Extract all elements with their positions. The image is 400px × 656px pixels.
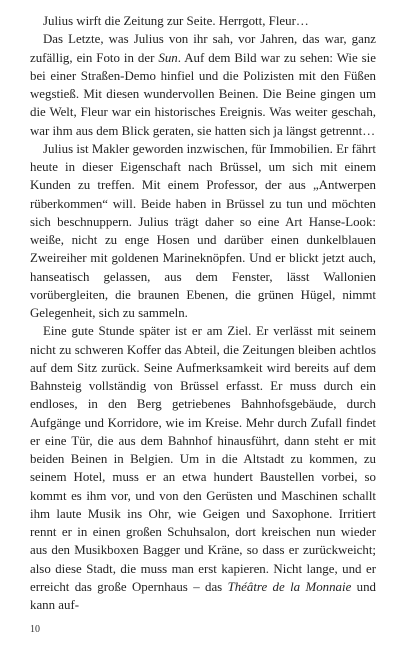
book-page	[30, 12, 376, 614]
text-run: und kann auf-	[30, 579, 376, 612]
page-number: 10	[30, 624, 40, 635]
paragraph	[30, 30, 376, 140]
text-run: Julius ist Makler geworden inzwischen, für Immobilien. Er fährt heute in dieser Eigenschaft nach Brüssel, um sich mit einem Kunden zu treffen. Mit einem Professor, der aus „Antwerpen rüberkommen“ will. Beide haben in Brüssel zu tun und möchten sich beschnuppern. Julius trägt daher so eine Art Hanse-Look: weiße, nicht zu enge Hosen und darüber einen dunkelblauen Zweireiher mit goldenen Marineknöpfen. Und er blickt jetzt auch, hanseatisch gelassen, aus dem Fenster, lässt Wallonien vorübergleiten, die braunen Ebenen, die grünen Hügel, nimmt Gelegenheit, sich zu sammeln.	[30, 141, 376, 320]
paragraph	[30, 322, 376, 614]
body-text	[30, 12, 376, 614]
text-run: Julius wirft die Zeitung zur Seite. Herrgott, Fleur…	[43, 14, 309, 28]
text-run: . Auf dem Bild war zu sehen: Wie sie bei einer Straßen-Demo hinfiel und die Polizisten mit den Füßen wegstieß. Mit diesen wundervollen Beinen. Die Beine gingen um die Welt, Fleur war ein historisches Ereignis. Was weiter geschah, war ihm aus dem Blick geraten, sie hatten sich ja längst getrennt…	[30, 50, 376, 138]
paragraph	[30, 12, 376, 30]
text-run: Eine gute Stunde später ist er am Ziel. Er verlässt mit seinem nicht zu schweren Koffer das Abteil, die Zeitungen bleiben achtlos auf dem Sitz zurück. Seine Aufmerksamkeit wird bereits auf dem Bahnsteig vollständig von Brüssel erfasst. Er muss durch ein endloses, in den Berg getriebenes Bahnhofsgebäude, durch Aufgänge und Korridore, wie im Kreise. Mehr durch Zufall findet er eine Tür, die aus dem Bahnhof hinausführt, dann steht er mit beiden Beinen in Belgien. Um in die Altstadt zu kommen, zu seinem Hotel, muss er an etwa hundert Baustellen vorbei, so kommt es ihm vor, und von den Gerüsten und Maschinen schallt ihm laute Musik ins Ohr, wie Geigen und Saxophone. Irritiert rennt er in einen großen Schuhsalon, dort kreischen nun wieder aus den Musikboxen Bagger und Kräne, so dass er zurückweicht; also diese Stadt, die muss man erst kapieren. Nicht lange, und er erreicht das große Opernhaus – das	[30, 324, 376, 594]
italic-text: Théâtre de la Monnaie	[227, 579, 352, 594]
paragraph	[30, 140, 376, 323]
text-run: Das Letzte, was Julius von ihr sah, vor Jahren, das war, ganz zufällig, ein Foto in der	[30, 32, 376, 65]
italic-text: Sun	[158, 50, 178, 65]
